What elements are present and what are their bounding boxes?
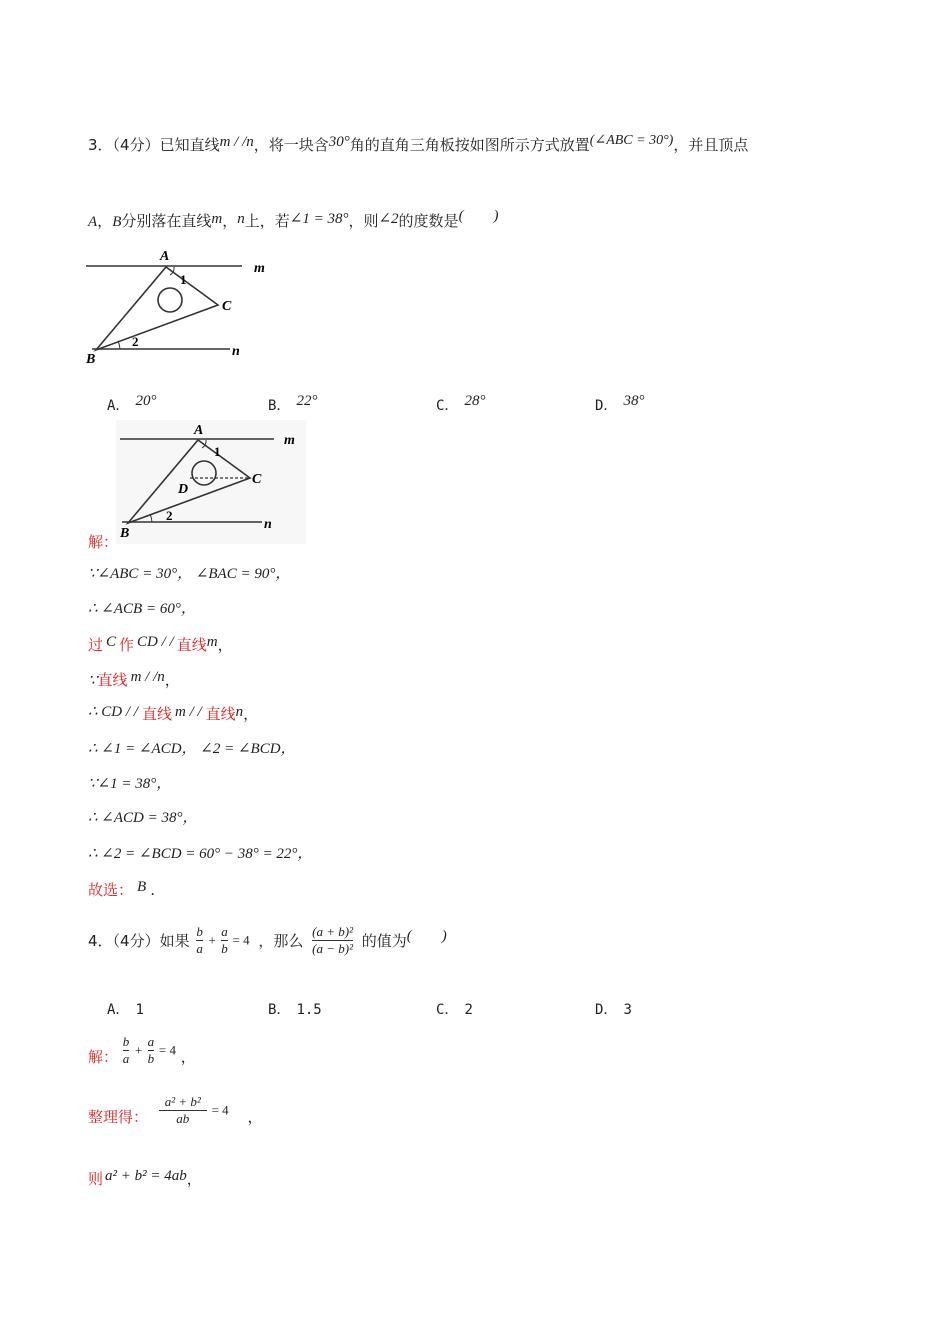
math-m: m [206, 634, 218, 650]
option-label: A． [107, 1002, 130, 1018]
q3-option-a[interactable] [107, 395, 156, 415]
q3-stem-text: ，并且顶点 [673, 136, 749, 154]
q4-stem-text: ，那么 [258, 932, 304, 950]
text-red: 故选： [88, 881, 134, 899]
denominator: a [122, 1051, 130, 1066]
equals-4: = 4 [211, 1102, 229, 1118]
punct: ， [217, 636, 233, 654]
solution-step: ∴ ∠ACD = 38°， [88, 810, 198, 826]
q3-stem-text: 上，若 [244, 212, 290, 230]
answer-paren: ( ) [406, 928, 447, 944]
q3-stem-line2 [88, 210, 499, 231]
frac-b-over-a [123, 1034, 130, 1067]
punct: . [150, 881, 155, 899]
q3-figure [82, 246, 272, 370]
triangle-hole [158, 288, 182, 312]
math-n: n [235, 704, 244, 720]
q4-stem-text: 4．（4分）如果 [88, 932, 190, 950]
q3-stem-text: 3．（4分）已知直线 [88, 136, 220, 154]
option-label: D． [595, 1002, 618, 1018]
punct: ， [186, 1170, 202, 1188]
solution-heading: 解： [88, 1048, 119, 1066]
label-n: n [232, 344, 240, 359]
label-2: 2 [166, 508, 173, 523]
solution-step [88, 703, 258, 724]
option-label: C． [436, 1002, 459, 1018]
label-m: m [284, 433, 295, 448]
numerator: a [147, 1034, 155, 1049]
equals-4: = 4 [232, 932, 250, 948]
q4-option-c[interactable] [436, 999, 473, 1019]
math-cd: CD / / [137, 634, 174, 650]
math-c: C [106, 634, 117, 650]
label-n: n [264, 517, 272, 532]
numerator: (a + b)² [312, 924, 353, 939]
answer-paren: ( ) [458, 208, 499, 224]
denominator: b [221, 941, 228, 956]
option-value: 3 [623, 1002, 632, 1018]
q4-option-a[interactable] [107, 999, 144, 1019]
text-red: 则 [88, 1170, 104, 1188]
label-a: A [194, 423, 204, 438]
solution-figure [116, 420, 306, 544]
denominator: b [147, 1051, 155, 1066]
option-value: 38° [623, 393, 645, 409]
solution-step [88, 634, 233, 655]
math-b: B [112, 214, 122, 230]
math-30-degree: 30° [328, 134, 350, 150]
frac-sum-squares [159, 1094, 207, 1127]
plus: + [207, 932, 217, 948]
label-1: 1 [214, 444, 221, 459]
q3-stem-text: 角的直角三角板按如图所示方式放置 [349, 136, 590, 154]
math-cd: ∴ CD / / [88, 704, 138, 720]
punct: ， [222, 212, 238, 230]
denominator: a [196, 941, 203, 956]
math-angle-abc: (∠ABC = 30°) [589, 133, 674, 148]
text-red: 直线 [97, 671, 128, 689]
option-value: 20° [135, 393, 157, 409]
option-label: B． [268, 1002, 291, 1018]
solution-step: ∵∠ABC = 30°， ∠BAC = 90°， [88, 566, 291, 582]
solution4-step1 [88, 1034, 196, 1080]
label-b: B [86, 352, 96, 367]
math-m: m [211, 211, 223, 227]
math-m: m / / [174, 704, 202, 720]
solution4-step3 [88, 1168, 202, 1189]
math-angle2: ∠2 [378, 211, 399, 227]
option-label: D． [595, 398, 618, 414]
text-red: 直线 [205, 705, 236, 723]
solution-step: ∴ ∠1 = ∠ACD， ∠2 = ∠BCD， [88, 741, 296, 757]
math-b: B [137, 879, 147, 895]
numerator: a [221, 924, 228, 939]
triangle-abc [96, 267, 218, 350]
frac-a-over-b [148, 1034, 155, 1067]
solution-heading: 解： [88, 533, 119, 551]
q4-stem [88, 924, 447, 976]
q4-option-d[interactable] [595, 999, 632, 1019]
angle2-arc [118, 341, 120, 349]
label-c: C [222, 299, 232, 314]
math-angle1: ∠1 = 38° [289, 211, 349, 227]
solution-answer [88, 879, 155, 900]
option-value: 22° [296, 393, 318, 409]
option-label: A． [107, 398, 130, 414]
label-a: A [160, 249, 170, 264]
label-c: C [252, 472, 262, 487]
text-red: 过 [88, 636, 104, 654]
punct: ， [247, 1108, 263, 1126]
q3-option-d[interactable] [595, 395, 644, 415]
math-expression: a² + b² = 4ab [105, 1168, 187, 1184]
q3-stem-text: ，则 [348, 212, 379, 230]
math-n: n [237, 211, 245, 227]
option-value: 1.5 [296, 1002, 322, 1018]
denominator: ab [159, 1110, 207, 1127]
q4-option-b[interactable] [268, 999, 322, 1019]
punct: ， [97, 212, 113, 230]
solution-step [88, 669, 180, 690]
punct: ， [243, 705, 259, 723]
option-label: B． [268, 398, 291, 414]
solution-step: ∵∠1 = 38°， [88, 776, 172, 792]
punct: ， [164, 671, 180, 689]
plus: + [134, 1042, 143, 1058]
label-m: m [254, 261, 265, 276]
option-value: 1 [135, 1002, 144, 1018]
solution-step: ∴ ∠ACB = 60°， [88, 601, 196, 617]
math-m-parallel-n: m / /n [219, 134, 254, 150]
text-red: 直线 [141, 705, 172, 723]
math-a: A [88, 214, 98, 230]
punct: ， [180, 1048, 196, 1066]
label-2: 2 [132, 334, 139, 349]
label-1: 1 [180, 272, 187, 287]
solution4-step2 [88, 1094, 262, 1140]
solution-step: ∴ ∠2 = ∠BCD = 60° − 38° = 22°， [88, 846, 313, 862]
math-because: ∵ [88, 673, 98, 689]
label-b: B [120, 526, 130, 541]
q4-stem-text: 的值为 [361, 932, 407, 950]
option-label: C． [436, 398, 459, 414]
option-value: 2 [464, 1002, 473, 1018]
option-value: 28° [464, 393, 486, 409]
q3-stem-text: ，将一块含 [253, 136, 329, 154]
q3-stem-text: 分别落在直线 [121, 212, 212, 230]
q3-option-b[interactable] [268, 395, 317, 415]
frac-b-over-a [196, 924, 203, 957]
q3-option-c[interactable] [436, 395, 485, 415]
q3-stem-line1 [88, 134, 748, 155]
text-red: 作 [119, 636, 135, 654]
equals-4: = 4 [158, 1042, 177, 1058]
numerator: b [122, 1034, 130, 1049]
numerator: b [196, 924, 203, 939]
numerator: a² + b² [164, 1094, 201, 1109]
frac-a-over-b [221, 924, 228, 957]
text-red: 直线 [176, 636, 207, 654]
frac-expression [312, 924, 353, 957]
denominator: (a − b)² [312, 941, 353, 956]
q3-stem-text: 的度数是 [398, 212, 459, 230]
label-d: D [178, 482, 189, 497]
text-red: 整理得： [88, 1108, 149, 1126]
math-m-parallel-n: m / /n [130, 669, 165, 685]
